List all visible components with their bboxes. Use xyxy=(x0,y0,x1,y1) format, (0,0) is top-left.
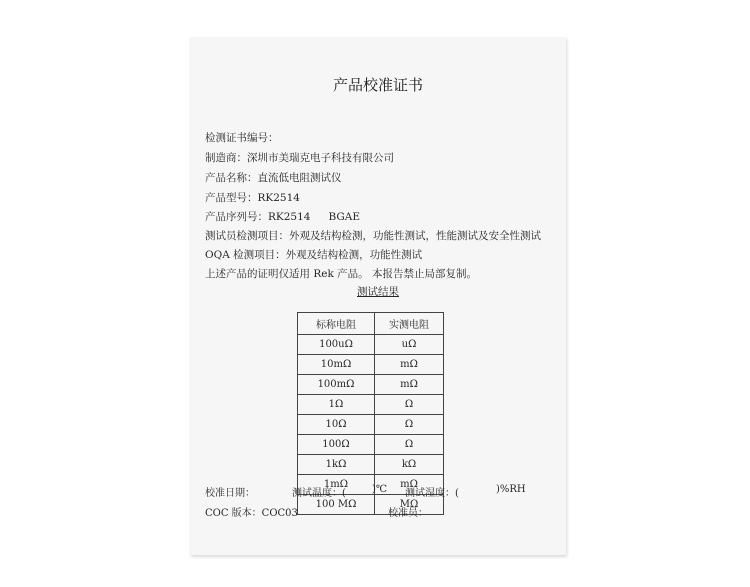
nominal-cell: 100uΩ xyxy=(298,335,375,355)
test-temperature-label: 测试温度：( xyxy=(292,488,346,499)
measured-cell: uΩ xyxy=(375,335,444,355)
nominal-cell: 100mΩ xyxy=(298,375,375,395)
measured-cell: Ω xyxy=(375,415,444,435)
nominal-cell: 10mΩ xyxy=(298,355,375,375)
field-tester-items: 测试员检测项目：外观及结构检测，功能性测试，性能测试及安全性测试 xyxy=(205,230,541,242)
temperature-unit: )℃ xyxy=(372,484,388,495)
measured-cell: mΩ xyxy=(375,355,444,375)
calibrator-label: 校准员： xyxy=(388,508,428,519)
nominal-cell: 10Ω xyxy=(298,415,375,435)
nominal-cell: 100 MΩ xyxy=(298,495,375,515)
field-serial-number xyxy=(205,209,360,224)
document-title: 产品校准证书 xyxy=(332,76,423,94)
nominal-cell: 1Ω xyxy=(298,395,375,415)
nominal-cell: 1mΩ xyxy=(298,475,375,495)
table-header-row xyxy=(298,313,444,335)
measured-cell: mΩ xyxy=(375,475,444,495)
table-row xyxy=(298,455,444,475)
serial-code: BGAE xyxy=(328,211,361,223)
coc-version: COC 版本：COC03 xyxy=(205,508,298,519)
table-row xyxy=(298,355,444,375)
table-row xyxy=(298,395,444,415)
field-product-name: 产品名称：直流低电阻测试仪 xyxy=(205,172,342,184)
measured-cell: Ω xyxy=(375,435,444,455)
results-title: 测试结果 xyxy=(357,286,399,298)
header-nominal-resistance: 标称电阻 xyxy=(298,313,375,335)
field-oqa-items: OQA 检测项目：外观及结构检测，功能性测试 xyxy=(205,249,423,261)
table-row xyxy=(298,415,444,435)
field-statement: 上述产品的证明仅适用 Rek 产品。 本报告禁止局部复制。 xyxy=(205,268,477,280)
measured-cell: MΩ xyxy=(375,495,444,515)
table-row xyxy=(298,375,444,395)
field-product-model: 产品型号：RK2514 xyxy=(205,192,300,204)
measured-cell: Ω xyxy=(375,395,444,415)
table-row xyxy=(298,435,444,455)
nominal-cell: 100Ω xyxy=(298,435,375,455)
field-certificate-number: 检测证书编号： xyxy=(205,132,279,144)
table-row xyxy=(298,335,444,355)
measured-cell: mΩ xyxy=(375,375,444,395)
field-manufacturer: 制造商：深圳市美瑞克电子科技有限公司 xyxy=(205,152,394,164)
serial-model: RK2514 xyxy=(268,211,311,223)
header-measured-resistance: 实测电阻 xyxy=(375,313,444,335)
calibration-date-label: 校准日期： xyxy=(205,488,255,499)
serial-label: 产品序列号： xyxy=(205,211,268,223)
nominal-cell: 1kΩ xyxy=(298,455,375,475)
certificate-sheet xyxy=(190,37,566,555)
humidity-unit: )%RH xyxy=(496,484,526,495)
test-humidity-label: 测试湿度：( xyxy=(405,488,459,499)
measured-cell: kΩ xyxy=(375,455,444,475)
